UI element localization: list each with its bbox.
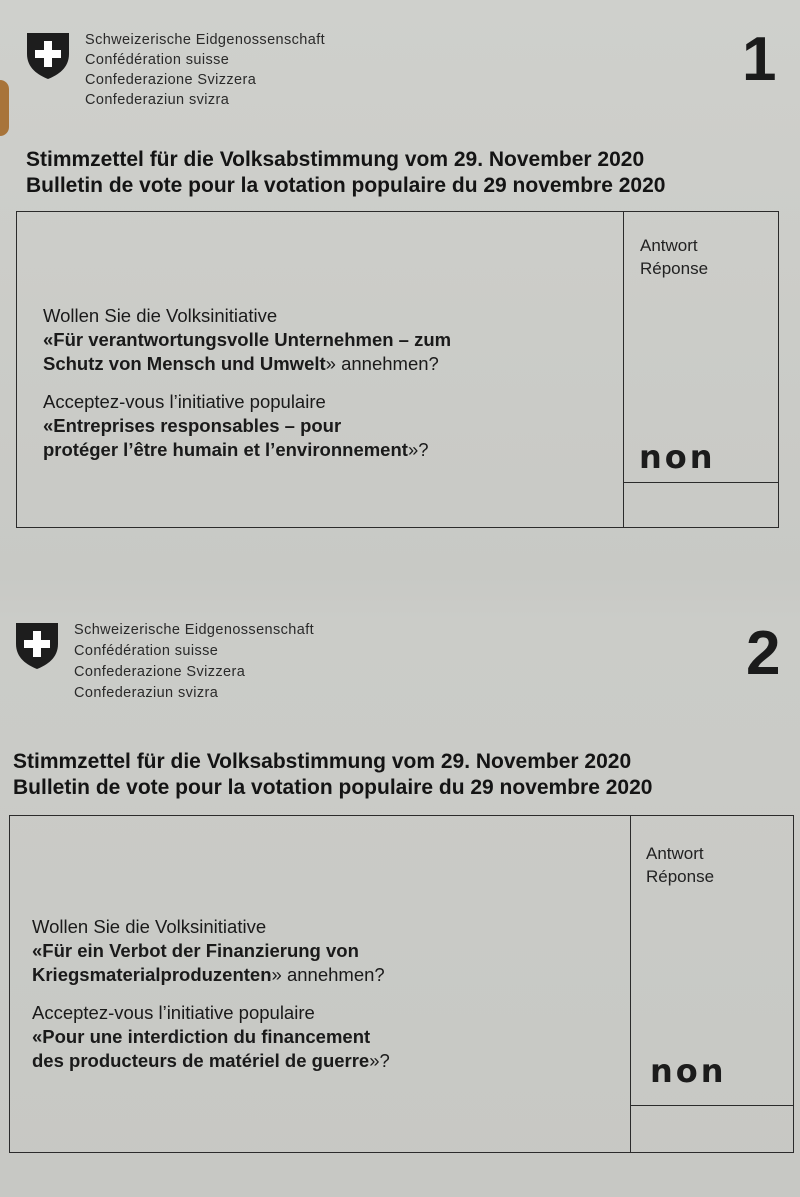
title-de: Stimmzettel für die Volksabstimmung vom 29. November 2020 [26, 148, 645, 171]
question-cell [17, 212, 624, 527]
initiative-name-fr-1: «Pour une interdiction du financement [32, 1026, 371, 1047]
ballot-title [26, 147, 665, 199]
handwritten-answer: non [650, 1052, 727, 1090]
title-de: Stimmzettel für die Volksabstimmung vom 29. November 2020 [13, 750, 632, 773]
authority-de: Schweizerische Eidgenossenschaft [74, 622, 315, 638]
authority-rm: Confederaziun svizra [74, 685, 219, 701]
answer-label-fr: Réponse [640, 259, 709, 278]
initiative-name-fr-2: protéger l’être humain et l’environnement [43, 439, 408, 460]
answer-label [646, 842, 714, 888]
authority-fr: Confédération suisse [85, 52, 230, 68]
question-fr-tail: »? [369, 1050, 390, 1071]
authority-it: Confederazione Svizzera [74, 664, 246, 680]
question-cell [10, 816, 631, 1152]
ballot-title [13, 749, 652, 801]
title-fr: Bulletin de vote pour la votation populaire du 29 novembre 2020 [26, 174, 666, 197]
question-fr-intro: Acceptez-vous l’initiative populaire [32, 1002, 315, 1023]
ballot-number: 1 [742, 25, 777, 94]
question-de-intro: Wollen Sie die Volksinitiative [32, 916, 267, 937]
initiative-name-fr-2: des producteurs de matériel de guerre [32, 1050, 370, 1071]
ballot-number: 2 [746, 619, 781, 688]
initiative-name-de-2: Schutz von Mensch und Umwelt [43, 353, 326, 374]
answer-write-line [630, 1105, 793, 1106]
question-de-intro: Wollen Sie die Volksinitiative [43, 305, 278, 326]
answer-write-line [623, 482, 778, 483]
federal-authority-names [74, 620, 314, 704]
paper-edge [0, 80, 9, 136]
initiative-name-de-1: «Für ein Verbot der Finanzierung von [32, 940, 359, 961]
initiative-name-fr-1: «Entreprises responsables – pour [43, 415, 342, 436]
federal-authority-names [85, 30, 325, 110]
question-table [9, 815, 794, 1153]
initiative-name-de-2: Kriegsmaterialproduzenten [32, 964, 272, 985]
question-text [43, 304, 451, 476]
question-de-tail: » annehmen? [325, 353, 439, 374]
authority-de: Schweizerische Eidgenossenschaft [85, 32, 326, 48]
question-de-tail: » annehmen? [271, 964, 385, 985]
answer-cell[interactable] [623, 212, 778, 527]
authority-fr: Confédération suisse [74, 643, 219, 659]
question-fr [32, 1001, 390, 1073]
answer-label-de: Antwort [646, 844, 704, 863]
ballot-header [25, 30, 325, 110]
authority-rm: Confederaziun svizra [85, 92, 230, 108]
question-fr [43, 390, 451, 462]
question-de [32, 915, 390, 987]
title-fr: Bulletin de vote pour la votation populaire du 29 novembre 2020 [13, 776, 653, 799]
answer-label-de: Antwort [640, 236, 698, 255]
question-text [32, 915, 390, 1087]
authority-it: Confederazione Svizzera [85, 72, 257, 88]
question-fr-tail: »? [407, 439, 429, 460]
swiss-shield-icon [14, 620, 60, 670]
handwritten-answer: non [639, 438, 716, 476]
question-fr-intro: Acceptez-vous l’initiative populaire [43, 391, 326, 412]
swiss-shield-icon [25, 30, 71, 80]
initiative-name-de-1: «Für verantwortungsvolle Unternehmen – zum [43, 329, 452, 350]
question-table [16, 211, 779, 528]
answer-label-fr: Réponse [646, 867, 715, 886]
answer-cell[interactable] [630, 816, 793, 1152]
answer-label [640, 234, 708, 280]
question-de [43, 304, 451, 376]
ballot-header [14, 620, 314, 704]
